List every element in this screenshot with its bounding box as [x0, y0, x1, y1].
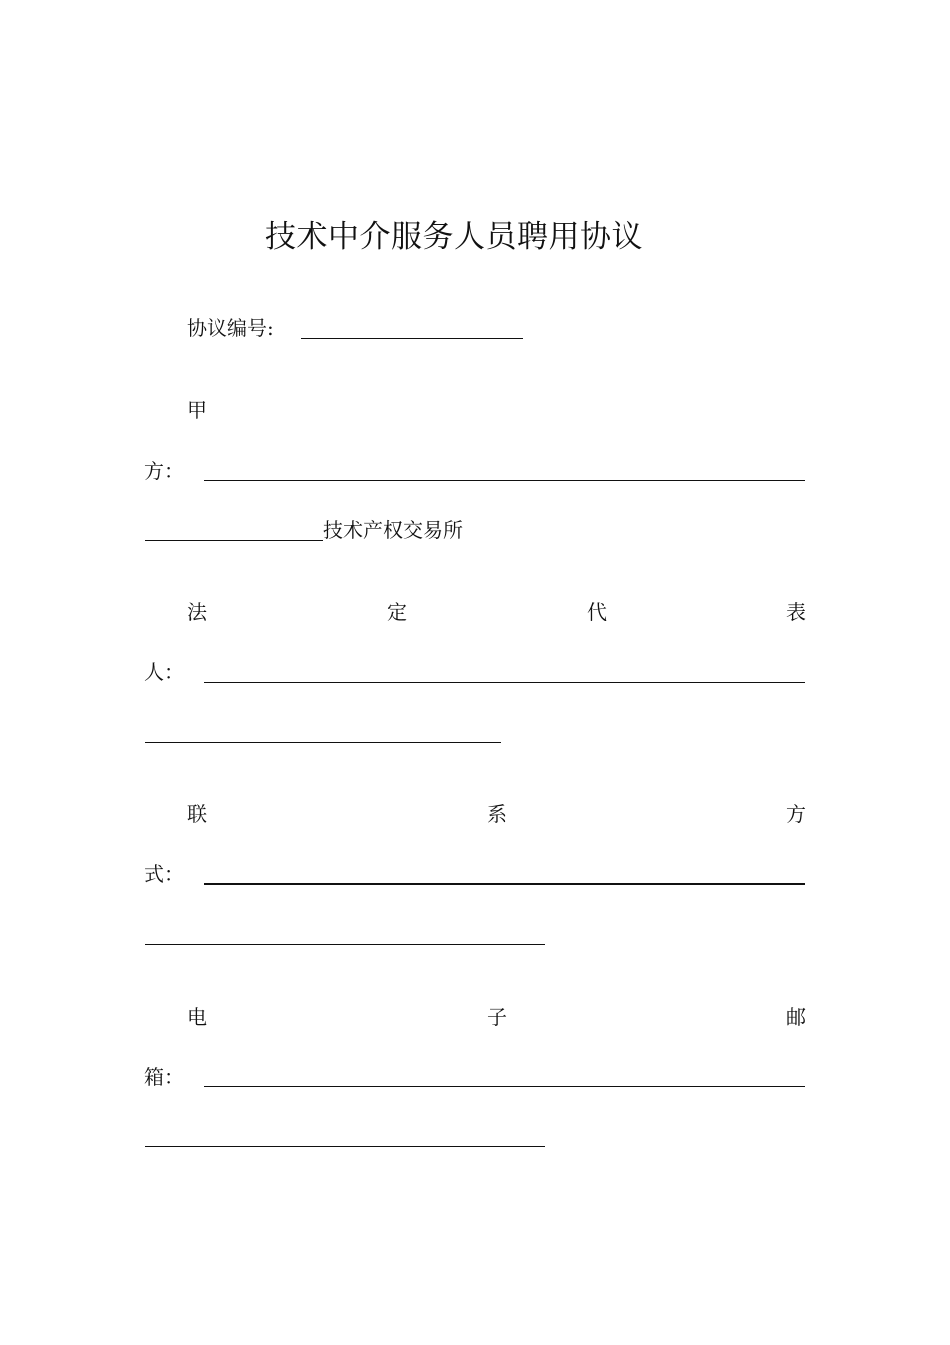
- party-a-prefix-blank[interactable]: [145, 540, 323, 541]
- contact-label-end: 式：: [144, 862, 184, 886]
- party-a-suffix: 技术产权交易所: [323, 518, 463, 542]
- contact-char: 系: [487, 802, 507, 826]
- legal-rep-char: 表: [786, 600, 806, 624]
- party-a-label-char: 甲: [187, 398, 207, 422]
- legal-rep-char: 定: [387, 600, 407, 624]
- legal-rep-char: 法: [187, 600, 207, 624]
- email-blank[interactable]: [204, 1086, 805, 1087]
- document-title: 技术中介服务人员聘用协议: [265, 219, 643, 255]
- legal-rep-char: 代: [587, 600, 607, 624]
- party-a-label-end: 方：: [144, 459, 184, 483]
- email-blank-continued[interactable]: [145, 1146, 545, 1147]
- agreement-number-blank[interactable]: [301, 338, 523, 339]
- legal-rep-blank-continued[interactable]: [145, 742, 501, 743]
- party-a-blank[interactable]: [204, 480, 805, 481]
- contact-char: 联: [187, 802, 207, 826]
- email-label-end: 箱：: [144, 1065, 184, 1089]
- email-char: 邮: [786, 1005, 806, 1029]
- legal-rep-label-end: 人：: [144, 660, 184, 684]
- contact-char: 方: [786, 802, 806, 826]
- email-char: 电: [187, 1005, 207, 1029]
- agreement-number-label: 协议编号:: [187, 316, 274, 340]
- contact-blank-continued[interactable]: [145, 944, 545, 945]
- legal-rep-blank[interactable]: [204, 682, 805, 683]
- contact-blank[interactable]: [204, 883, 805, 885]
- email-char: 子: [487, 1005, 507, 1029]
